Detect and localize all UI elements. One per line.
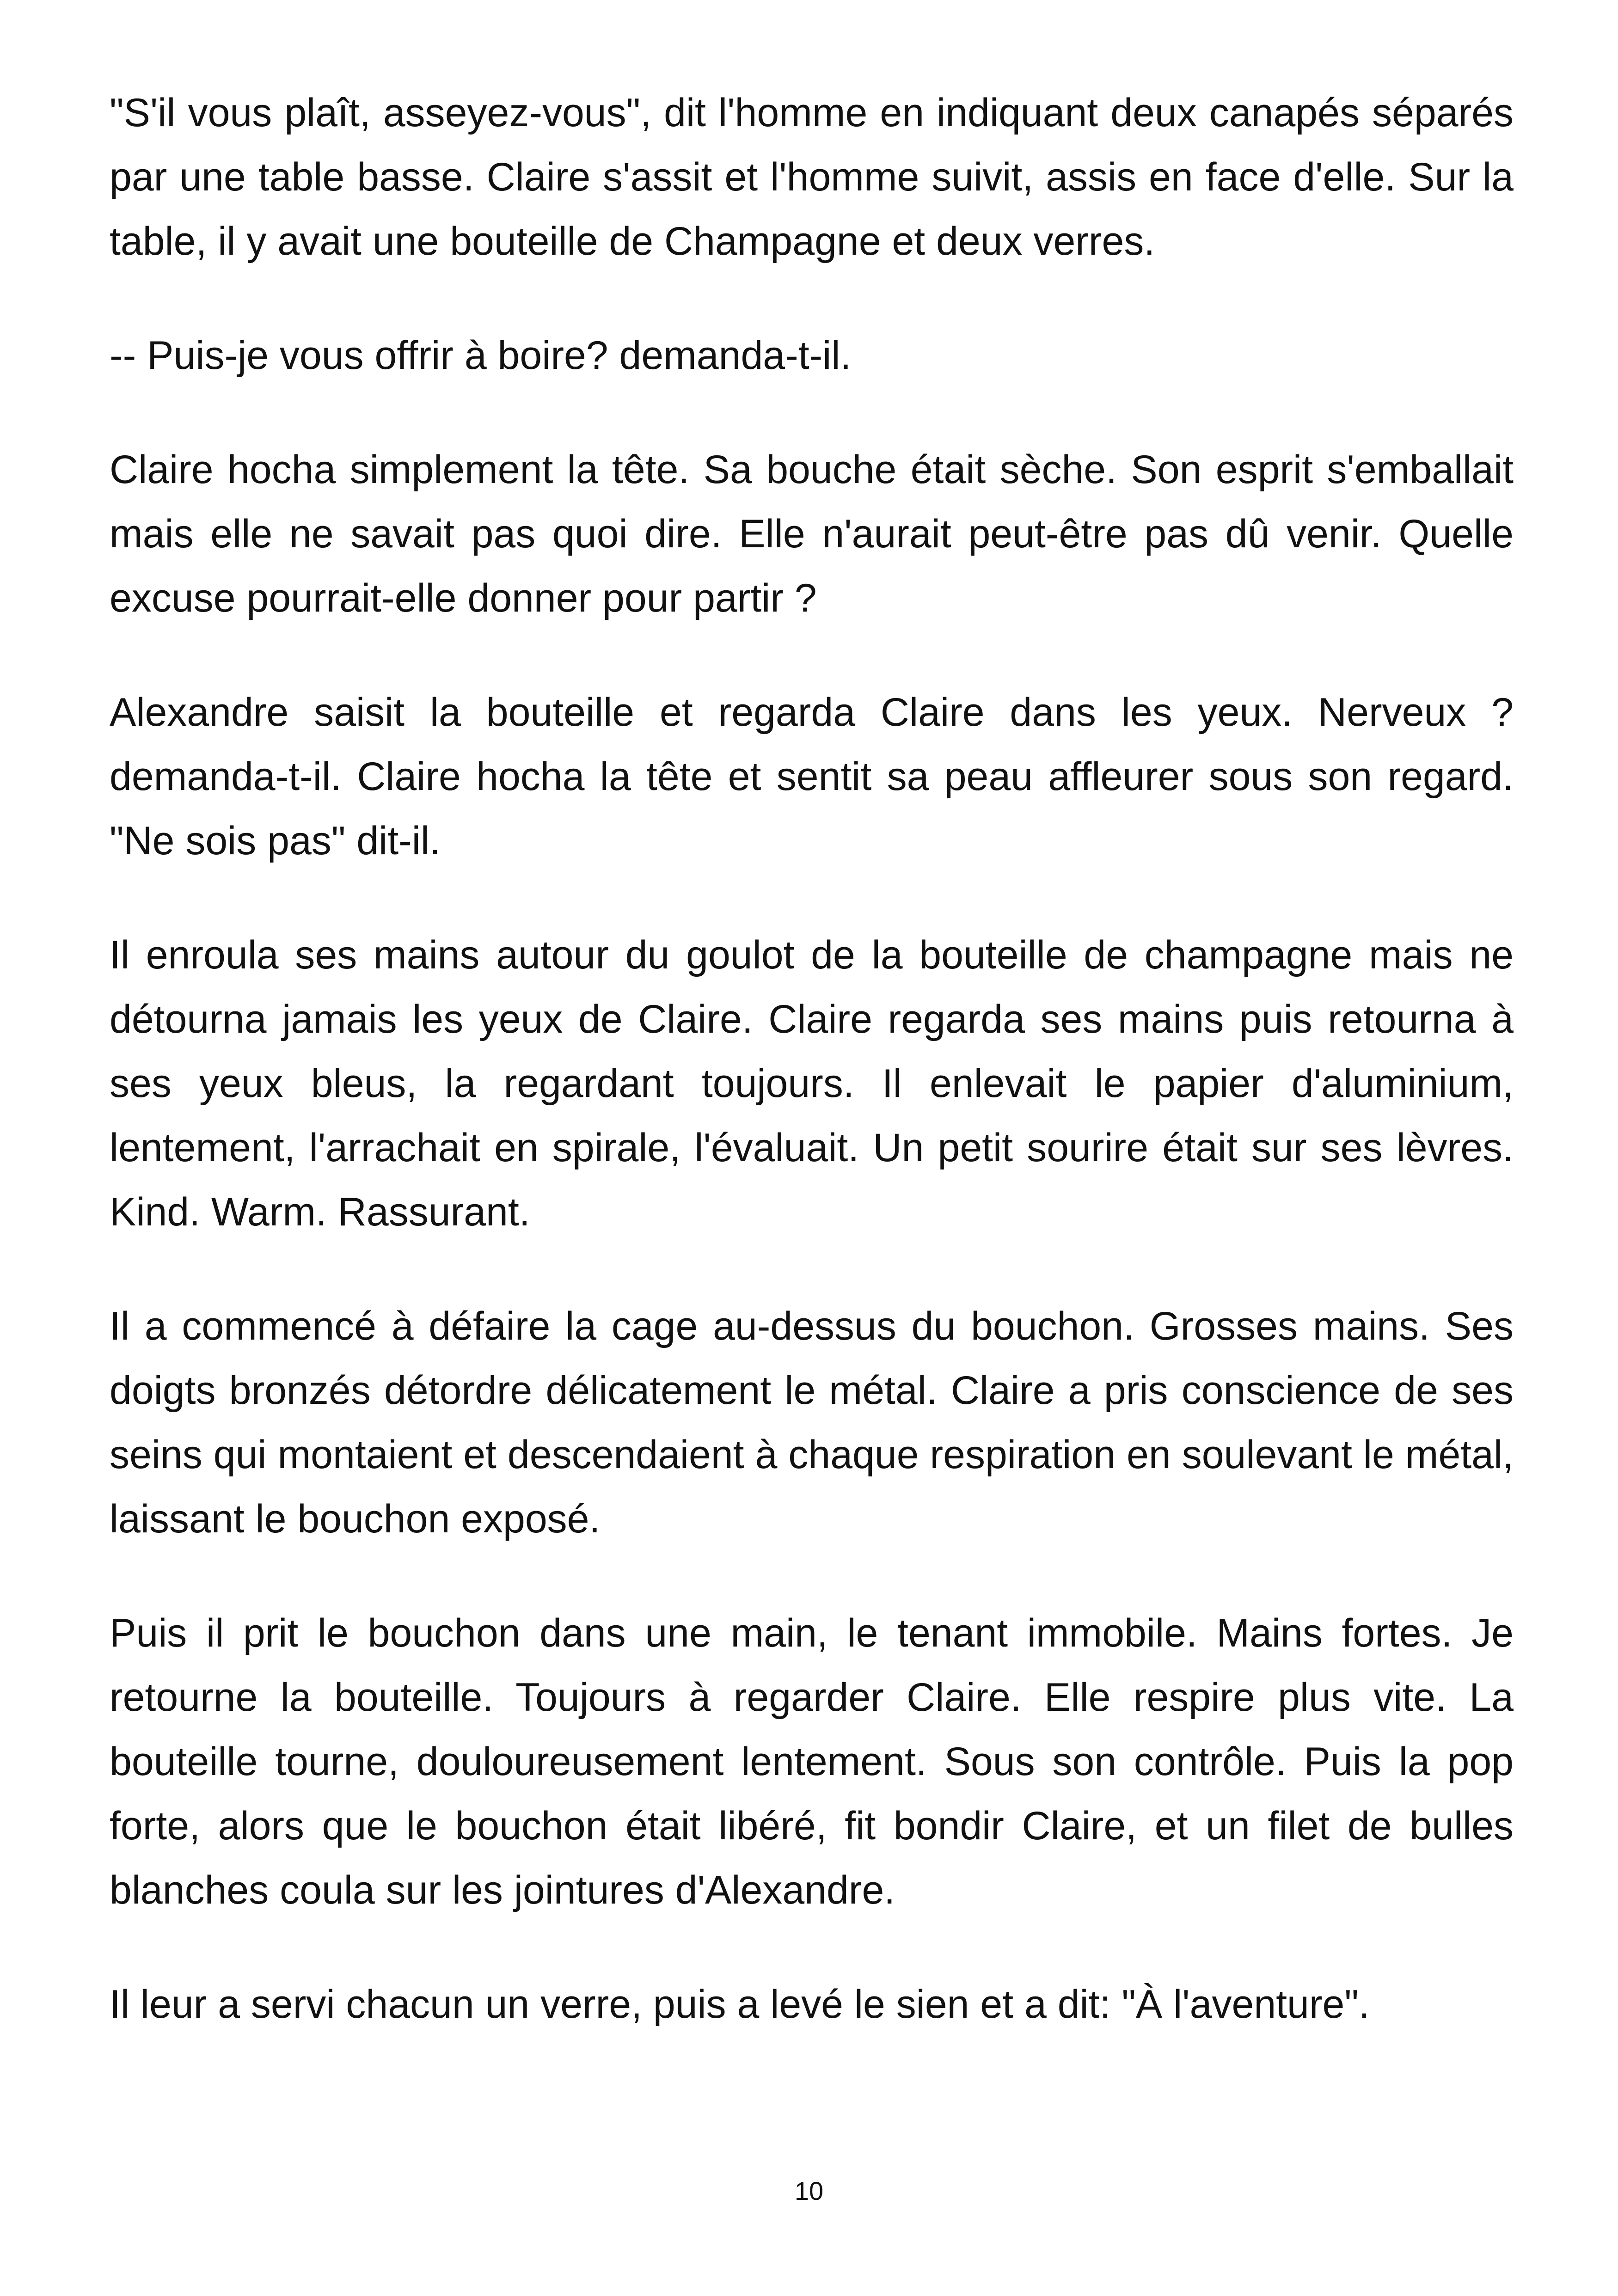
paragraph-3: Claire hocha simplement la tête. Sa bouche était sèche. Son esprit s'emballait mais elle ne savait pas quoi dire. Elle n'aurait peut-être pas dû venir. Quelle excuse pourrait-elle donner pour partir ? (110, 447, 1514, 620)
body-text (110, 81, 1514, 2087)
paragraph-7: Puis il prit le bouchon dans une main, le tenant immobile. Mains fortes. Je retourne la bouteille. Toujours à regarder Claire. Elle respire plus vite. La bouteille tourne, douloureusement lentement. Sous son contrôle. Puis la pop forte, alors que le bouchon était libéré, fit bondir Claire, et un filet de bulles blanches coula sur les jointures d'Alexandre. (110, 1611, 1514, 1912)
page-number: 10 (794, 2176, 824, 2205)
paragraph-5: Il enroula ses mains autour du goulot de la bouteille de champagne mais ne détourna jamais les yeux de Claire. Claire regarda ses mains puis retourna à ses yeux bleus, la regardant toujours. Il enlevait le papier d'aluminium, lentement, l'arrachait en spirale, l'évaluait. Un petit sourire était sur ses lèvres. Kind. Warm. Rassurant. (110, 933, 1514, 1234)
paragraph-2: -- Puis-je vous offrir à boire? demanda-t-il. (110, 333, 852, 378)
paragraph-8: Il leur a servi chacun un verre, puis a levé le sien et a dit: "À l'aventure". (110, 1982, 1370, 2027)
paragraph-6: Il a commencé à défaire la cage au-dessus du bouchon. Grosses mains. Ses doigts bronzés détordre délicatement le métal. Claire a pris conscience de ses seins qui montaient et descendaient à chaque respiration en soulevant le métal, laissant le bouchon exposé. (110, 1304, 1514, 1541)
paragraph-4: Alexandre saisit la bouteille et regarda Claire dans les yeux. Nerveux ? demanda-t-il. Claire hocha la tête et sentit sa peau affleurer sous son regard. "Ne sois pas" dit-il. (110, 690, 1514, 863)
paragraph-1: "S'il vous plaît, asseyez-vous", dit l'homme en indiquant deux canapés séparés par une table basse. Claire s'assit et l'homme suivit, assis en face d'elle. Sur la table, il y avait une bouteille de Champagne et deux verres. (110, 91, 1514, 263)
